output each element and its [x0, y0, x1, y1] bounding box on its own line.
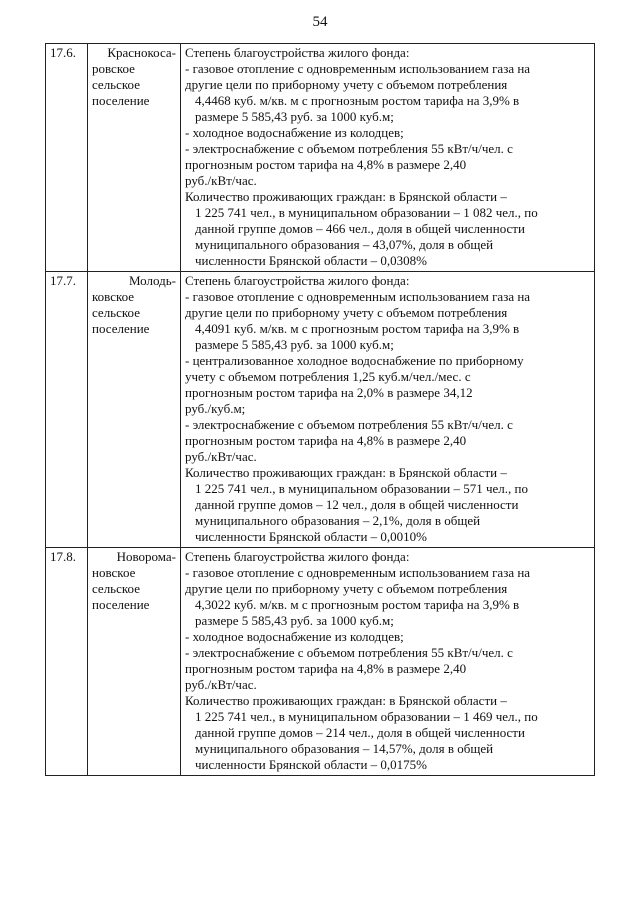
description-line: прогнозным ростом тарифа на 4,8% в размере 2,40 [185, 661, 467, 676]
settlement-name-line: сельское [92, 581, 140, 596]
description-line: руб./кВт/час. [185, 677, 257, 692]
description-line: - электроснабжение с объемом потребления 55 кВт/ч/чел. с [185, 141, 513, 156]
description-line: прогнозным ростом тарифа на 4,8% в размере 2,40 [185, 433, 467, 448]
description-line: Степень благоустройства жилого фонда: [185, 45, 410, 60]
page-number: 54 [312, 14, 328, 30]
description-line: Степень благоустройства жилого фонда: [185, 273, 410, 288]
description-line: 1 225 741 чел., в муниципальном образовании – 1 082 чел., по [195, 205, 538, 220]
description-line: 4,3022 куб. м/кв. м с прогнозным ростом тарифа на 3,9% в [195, 597, 520, 612]
description-line: численности Брянской области – 0,0010% [195, 529, 427, 544]
description-line: муниципального образования – 14,57%, доля в общей [195, 741, 494, 756]
description-line: прогнозным ростом тарифа на 4,8% в размере 2,40 [185, 157, 467, 172]
description-line: численности Брянской области – 0,0175% [195, 757, 427, 772]
description-line: Степень благоустройства жилого фонда: [185, 549, 410, 564]
description-line: муниципального образования – 2,1%, доля в общей [195, 513, 481, 528]
description-line: размере 5 585,43 руб. за 1000 куб.м; [195, 337, 394, 352]
settlement-name-line: поселение [92, 93, 150, 108]
description-line: 1 225 741 чел., в муниципальном образовании – 1 469 чел., по [195, 709, 538, 724]
description-line: Количество проживающих граждан: в Брянской области – [185, 465, 507, 480]
settlement-description [181, 548, 595, 776]
description-line: другие цели по приборному учету с объемом потребления [185, 305, 508, 320]
table-row [46, 272, 595, 548]
description-line: Количество проживающих граждан: в Брянской области – [185, 189, 507, 204]
description-line: 4,4091 куб. м/кв. м с прогнозным ростом тарифа на 3,9% в [195, 321, 520, 336]
description-line: - электроснабжение с объемом потребления 55 кВт/ч/чел. с [185, 645, 513, 660]
settlement-name [88, 548, 181, 776]
description-line: - холодное водоснабжение из колодцев; [185, 125, 404, 140]
description-line: учету с объемом потребления 1,25 куб.м/чел./мес. с [185, 369, 471, 384]
settlement-name-line: поселение [92, 321, 150, 336]
settlement-description [181, 44, 595, 272]
row-number: 17.6. [46, 44, 88, 272]
description-line: Количество проживающих граждан: в Брянской области – [185, 693, 507, 708]
description-line: размере 5 585,43 руб. за 1000 куб.м; [195, 109, 394, 124]
settlements-table [45, 43, 595, 776]
table-body [46, 44, 595, 776]
description-line: данной группе домов – 466 чел., доля в общей численности [195, 221, 525, 236]
description-line: численности Брянской области – 0,0308% [195, 253, 427, 268]
description-line: - газовое отопление с одновременным использованием газа на [185, 565, 531, 580]
description-line: - централизованное холодное водоснабжение по приборному [185, 353, 524, 368]
settlement-name-line: Новорома- [116, 549, 176, 564]
settlement-name-line: ковское [92, 289, 135, 304]
description-line: данной группе домов – 12 чел., доля в общей численности [195, 497, 519, 512]
row-number: 17.7. [46, 272, 88, 548]
settlement-name-line: ровское [92, 61, 135, 76]
settlement-name-line: новское [92, 565, 136, 580]
row-number: 17.8. [46, 548, 88, 776]
description-line: данной группе домов – 214 чел., доля в общей численности [195, 725, 525, 740]
settlement-name-line: Молодь- [128, 273, 176, 288]
settlement-description [181, 272, 595, 548]
table-row [46, 548, 595, 776]
description-line: - газовое отопление с одновременным использованием газа на [185, 61, 531, 76]
description-line: - холодное водоснабжение из колодцев; [185, 629, 404, 644]
table-row [46, 44, 595, 272]
description-line: руб./кВт/час. [185, 173, 257, 188]
description-line: - электроснабжение с объемом потребления 55 кВт/ч/чел. с [185, 417, 513, 432]
settlement-name [88, 272, 181, 548]
description-line: руб./куб.м; [185, 401, 246, 416]
description-line: прогнозным ростом тарифа на 2,0% в размере 34,12 [185, 385, 473, 400]
description-line: руб./кВт/час. [185, 449, 257, 464]
description-line: другие цели по приборному учету с объемом потребления [185, 581, 508, 596]
settlement-name-line: сельское [92, 305, 140, 320]
description-line: 1 225 741 чел., в муниципальном образовании – 571 чел., по [195, 481, 528, 496]
settlement-name [88, 44, 181, 272]
description-line: размере 5 585,43 руб. за 1000 куб.м; [195, 613, 394, 628]
settlement-name-line: сельское [92, 77, 140, 92]
description-line: 4,4468 куб. м/кв. м с прогнозным ростом тарифа на 3,9% в [195, 93, 520, 108]
settlement-name-line: Краснокоса- [107, 45, 176, 60]
settlement-name-line: поселение [92, 597, 150, 612]
description-line: - газовое отопление с одновременным использованием газа на [185, 289, 531, 304]
description-line: муниципального образования – 43,07%, доля в общей [195, 237, 494, 252]
description-line: другие цели по приборному учету с объемом потребления [185, 77, 508, 92]
